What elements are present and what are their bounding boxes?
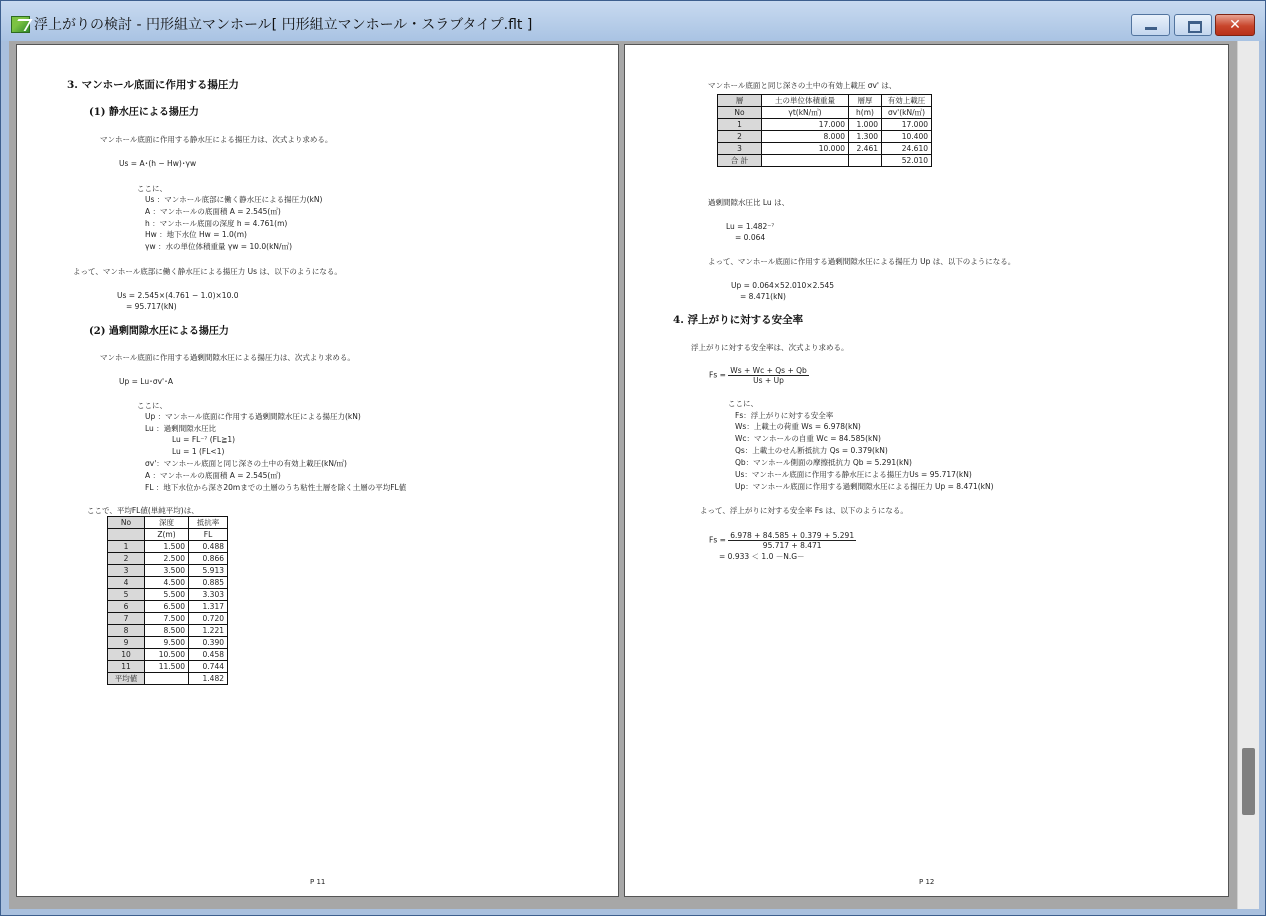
table-cell: 2 xyxy=(718,131,762,143)
definition-line: σv'：マンホール底面と同じ深さの土中の有効上載圧(kN/㎡) xyxy=(145,459,347,468)
table-cell: 5 xyxy=(108,589,145,601)
page-number: P 12 xyxy=(919,878,935,886)
table-cell: 8.000 xyxy=(762,131,849,143)
page-number: P 11 xyxy=(310,878,326,886)
table-header: Z(m) xyxy=(145,529,189,541)
table-cell: 4 xyxy=(108,577,145,589)
table-cell: 2.500 xyxy=(145,553,189,565)
title-bar[interactable] xyxy=(1,1,1265,41)
table-cell: 8 xyxy=(108,625,145,637)
section-4-heading: 4. 浮上がりに対する安全率 xyxy=(673,314,804,326)
table-cell: 0.488 xyxy=(189,541,228,553)
table-cell: 1.317 xyxy=(189,601,228,613)
table-row xyxy=(108,637,228,649)
table-cell: 10 xyxy=(108,649,145,661)
table-cell: 7.500 xyxy=(145,613,189,625)
table-cell: 0.458 xyxy=(189,649,228,661)
table-cell: 17.000 xyxy=(762,119,849,131)
table-row xyxy=(108,541,228,553)
window-title: 浮上がりの検討 - 円形組立マンホール[ 円形組立マンホール・スラブタイプ.flt ] xyxy=(34,17,533,33)
definition-line: Qs：上載土のせん断抵抗力 Qs = 0.379(kN) xyxy=(735,446,888,455)
page-12 xyxy=(624,44,1229,897)
definition-line: Lu = 1 (FL<1) xyxy=(172,447,225,456)
table-cell: 2 xyxy=(108,553,145,565)
preview-area xyxy=(9,41,1259,909)
table-cell: 9 xyxy=(108,637,145,649)
definition-line: Wc：マンホールの自重 Wc = 84.585(kN) xyxy=(735,434,881,443)
result-line: = 0.064 xyxy=(735,233,766,242)
table-row xyxy=(108,601,228,613)
table-cell: 3.303 xyxy=(189,589,228,601)
definition-line: Qb：マンホール側面の摩擦抵抗力 Qb = 5.291(kN) xyxy=(735,458,912,467)
table-row-average xyxy=(108,673,228,685)
formula-lhs: Fs = xyxy=(709,370,729,380)
table-cell xyxy=(145,673,189,685)
definition-line: Us ：マンホール底部に働く静水圧による揚圧力(kN) xyxy=(145,195,323,204)
table-cell: 10.000 xyxy=(762,143,849,155)
table-cell: 0.866 xyxy=(189,553,228,565)
definition-line: Fs：浮上がりに対する安全率 xyxy=(735,411,834,420)
table-row xyxy=(108,577,228,589)
table-row xyxy=(108,613,228,625)
table-row xyxy=(108,649,228,661)
definition-line: Lu = FL⁻⁷ (FL≧1) xyxy=(172,435,236,444)
table-header: h(m) xyxy=(849,107,882,119)
definition-line: Up：マンホール底面に作用する過剰間隙水圧による揚圧力 Up = 8.471(kN) xyxy=(735,482,994,491)
table-cell: 1 xyxy=(108,541,145,553)
table-row xyxy=(718,131,932,143)
formula-lhs: Fs = xyxy=(709,535,729,545)
maximize-button[interactable] xyxy=(1174,14,1212,36)
table-row xyxy=(108,565,228,577)
table-cell: 0.720 xyxy=(189,613,228,625)
table-row xyxy=(718,119,932,131)
table-cell: 10.500 xyxy=(145,649,189,661)
table-cell: 1.500 xyxy=(145,541,189,553)
definition-line: γw ：水の単位体積重量 γw = 10.0(kN/㎥) xyxy=(145,242,292,251)
subsection-2-heading: (2) 過剰間隙水圧による揚圧力 xyxy=(89,326,229,337)
table-cell: 0.744 xyxy=(189,661,228,673)
app-logo-icon xyxy=(11,16,30,33)
close-button[interactable] xyxy=(1215,14,1255,36)
table-cell: 0.390 xyxy=(189,637,228,649)
table-cell: 0.885 xyxy=(189,577,228,589)
table-header: σv'(kN/㎡) xyxy=(882,107,932,119)
table-header: 土の単位体積重量 xyxy=(762,95,849,107)
table-cell: 合 計 xyxy=(718,155,762,167)
table-cell: 1 xyxy=(718,119,762,131)
definition-line: h ：マンホール底面の深度 h = 4.761(m) xyxy=(145,219,288,228)
paragraph: 浮上がりに対する安全率は、次式より求める。 xyxy=(691,343,849,352)
definition-line: Ws：上載土の荷重 Ws = 6.978(kN) xyxy=(735,422,861,431)
table-cell: 1.482 xyxy=(189,673,228,685)
table-cell xyxy=(762,155,849,167)
paragraph: よって、マンホール底部に働く静水圧による揚圧力 Us は、以下のようになる。 xyxy=(73,267,342,276)
table-header: 抵抗率 xyxy=(189,517,228,529)
paragraph: 過剰間隙水圧比 Lu は、 xyxy=(708,198,790,207)
section-3-heading: 3. マンホール底面に作用する揚圧力 xyxy=(67,79,239,91)
formula-fraction xyxy=(728,531,856,550)
definition-line: FL ：地下水位から深さ20mまでの土層のうち粘性土層を除く土層の平均FL値 xyxy=(145,483,407,492)
minimize-button[interactable] xyxy=(1131,14,1170,36)
safety-factor-result xyxy=(709,531,856,550)
table-cell: 5.500 xyxy=(145,589,189,601)
table-header: FL xyxy=(189,529,228,541)
formula-fraction xyxy=(728,366,809,385)
result-line: Lu = 1.482⁻⁷ xyxy=(726,222,775,231)
table-cell: 9.500 xyxy=(145,637,189,649)
page-11 xyxy=(16,44,619,897)
table-cell: 3 xyxy=(108,565,145,577)
table-header: 層 xyxy=(718,95,762,107)
table-cell: 11 xyxy=(108,661,145,673)
definition-intro: ここに、 xyxy=(137,184,167,193)
table-header: γt(kN/㎥) xyxy=(762,107,849,119)
close-icon: ✕ xyxy=(1229,17,1241,33)
result-line: = 95.717(kN) xyxy=(126,302,177,311)
table-header xyxy=(108,529,145,541)
table-header: No xyxy=(718,107,762,119)
effective-pressure-table xyxy=(717,94,932,167)
definition-line: A ：マンホールの底面積 A = 2.545(㎡) xyxy=(145,207,281,216)
formula: Us = A･(h − Hw)･γw xyxy=(119,159,197,168)
definition-intro: ここに、 xyxy=(728,399,758,408)
table-header: No xyxy=(108,517,145,529)
table-header: 有効上載圧 xyxy=(882,95,932,107)
table-cell: 3 xyxy=(718,143,762,155)
paragraph: マンホール底面に作用する過剰間隙水圧による揚圧力は、次式より求める。 xyxy=(100,353,355,362)
table-row-total xyxy=(718,155,932,167)
safety-factor-judgement: = 0.933 ＜ 1.0 －N.G－ xyxy=(719,552,805,561)
table-cell xyxy=(849,155,882,167)
formula: Up = Lu･σv'･A xyxy=(119,377,173,386)
table-cell: 17.000 xyxy=(882,119,932,131)
table-cell: 5.913 xyxy=(189,565,228,577)
definition-line: Lu ：過剰間隙水圧比 xyxy=(145,424,217,433)
formula-denominator: 95.717 + 8.471 xyxy=(762,541,822,550)
subsection-1-heading: (1) 静水圧による揚圧力 xyxy=(89,107,199,118)
fl-table xyxy=(107,516,228,685)
table-cell: 24.610 xyxy=(882,143,932,155)
formula-denominator: Us + Up xyxy=(753,376,784,385)
table-cell: 6.500 xyxy=(145,601,189,613)
table-cell: 平均値 xyxy=(108,673,145,685)
definition-line: Hw ：地下水位 Hw = 1.0(m) xyxy=(145,230,247,239)
result-line: Up = 0.064×52.010×2.545 xyxy=(731,281,835,290)
table-header: 深度 xyxy=(145,517,189,529)
definition-line: Us：マンホール底面に作用する静水圧による揚圧力Us = 95.717(kN) xyxy=(735,470,972,479)
paragraph: よって、浮上がりに対する安全率 Fs は、以下のようになる。 xyxy=(700,506,908,515)
table-cell: 11.500 xyxy=(145,661,189,673)
table-cell: 6 xyxy=(108,601,145,613)
table-cell: 3.500 xyxy=(145,565,189,577)
safety-factor-formula xyxy=(709,366,809,385)
table-row xyxy=(108,625,228,637)
table-row xyxy=(108,589,228,601)
definition-line: A ：マンホールの底面積 A = 2.545(㎡) xyxy=(145,471,281,480)
paragraph: よって、マンホール底面に作用する過剰間隙水圧による揚圧力 Up は、以下のようになる。 xyxy=(708,257,1016,266)
table-cell: 2.461 xyxy=(849,143,882,155)
table-row xyxy=(108,553,228,565)
table-header: 層厚 xyxy=(849,95,882,107)
table-cell: 52.010 xyxy=(882,155,932,167)
definition-line: Up ：マンホール底面に作用する過剰間隙水圧による揚圧力(kN) xyxy=(145,412,361,421)
table-cell: 1.300 xyxy=(849,131,882,143)
table-cell: 7 xyxy=(108,613,145,625)
formula-numerator: 6.978 + 84.585 + 0.379 + 5.291 xyxy=(730,531,855,540)
table-cell: 1.221 xyxy=(189,625,228,637)
table-cell: 1.000 xyxy=(849,119,882,131)
scrollbar-thumb[interactable] xyxy=(1242,748,1255,815)
paragraph: マンホール底面に作用する静水圧による揚圧力は、次式より求める。 xyxy=(100,135,333,144)
table-cell: 10.400 xyxy=(882,131,932,143)
result-line: = 8.471(kN) xyxy=(740,292,786,301)
paragraph: マンホール底面と同じ深さの土中の有効上載圧 σv' は、 xyxy=(708,81,897,90)
definition-intro: ここに、 xyxy=(137,401,167,410)
result-line: Us = 2.545×(4.761 − 1.0)×10.0 xyxy=(117,291,239,300)
table-cell: 8.500 xyxy=(145,625,189,637)
paragraph: ここで、平均FL値(単純平均)は、 xyxy=(87,506,199,515)
formula-numerator: Ws + Wc + Qs + Qb xyxy=(730,366,807,375)
table-cell: 4.500 xyxy=(145,577,189,589)
table-row xyxy=(718,143,932,155)
vertical-scrollbar[interactable] xyxy=(1237,41,1259,909)
table-row xyxy=(108,661,228,673)
